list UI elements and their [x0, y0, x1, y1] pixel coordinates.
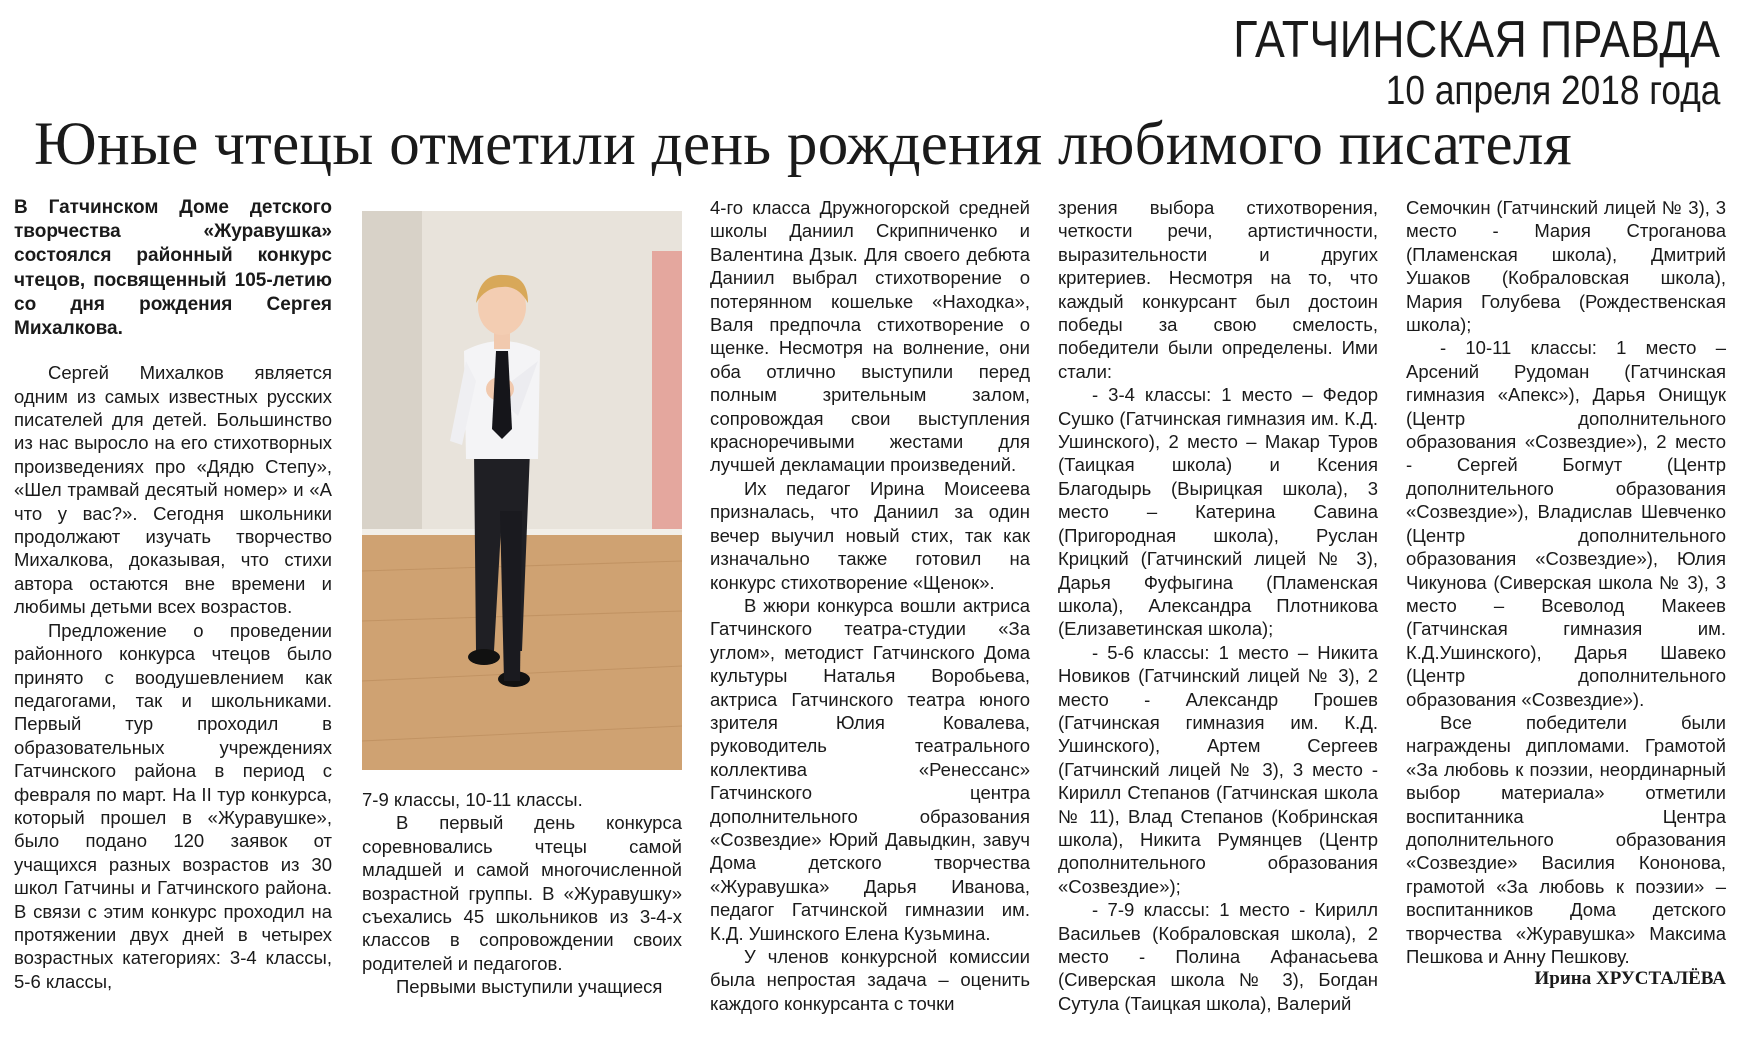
paragraph: В жюри конкурса вошли актриса Гатчинского театра-студии «За углом», методист Гатчинского Дома культуры Наталья Воробьева, актриса Гатчинского театра юного зрителя Юлия Ковалева, руководитель театрального коллектива «Ренессанс» Гатчинского центра дополнительного образования «Созвездие» Юрий Давыдкин, завуч Дома детского творчества «Журавушка» Дарья Иванова, педагог Гатчинской гимназии им. К.Д. Ушинского Елена Кузьмина.	[710, 594, 1030, 944]
paragraph: Первыми выступили учащиеся	[396, 976, 663, 998]
paragraph: зрения выбора стихотворения, четкости речи, артистичности, выразительности и других критериев. Несмотря на то, что каждый конкурсант был достоин победы за свою смелость, победители были определены. Ими стали:	[1058, 197, 1378, 382]
paragraph: Сергей Михалков является одним из самых известных русских писателей для детей. Большинство из нас выросло на его стихотворных произведениях про «Дядю Степу», «Шел трамвай десятый номер» и «А что у вас?». Сегодня школьники продолжают изучать творчество Михалкова, доказывая, что стихи автора остаются вне времени и любимы детьми всех возрастов.	[14, 362, 332, 618]
author-signature: Ирина ХРУСТАЛЁВА	[1534, 968, 1726, 989]
paragraph: 4-го класса Дружногорской средней школы Даниил Скрипниченко и Валентина Дзык. Для своего дебюта Даниил выбрал стихотворение о потерянном кошельке «Находка», Валя предпочла стихотворение о щенке. Несмотря на волнение, они оба отлично выступили перед полным зрительным залом, сопровождая свои выступления красноречивыми жестами для лучшей декламации произведений.	[710, 197, 1030, 476]
paragraph: Все победители были награждены дипломами. Грамотой «За любовь к поэзии, неординарный выбор материала» отметили воспитанника Центра дополнительного образования «Созвездие» Василия Кононова, грамотой «За любовь к поэзии» – воспитанников Дома детского творчества «Журавушка» Максима Пешкова и Анну Пешкову.	[1406, 711, 1726, 967]
article-column-4	[1058, 196, 1378, 1015]
paragraph: Семочкин (Гатчинский лицей № 3), 3 место - Мария Строганова (Пламенская школа), Дмитрий Ушаков (Кобраловская школа), Мария Голубева (Рождественская школа);	[1406, 197, 1726, 336]
article-column-2	[362, 788, 682, 999]
article-column-5	[1406, 196, 1726, 968]
article-lead: В Гатчинском Доме детского творчества «Журавушка» состоялся районный конкурс чтецов, посвященный 105-летию со дня рождения Сергея Михалкова.	[14, 197, 332, 340]
winners-list-item: - 5-6 классы: 1 место – Никита Новиков (Гатчинский лицей № 3), 2 место - Александр Грошев (Гатчинская гимназия им. К.Д. Ушинского), Артем Сергеев (Гатчинский лицей № 3), 3 место - Кирилл Степанов (Гатчинская школа № 11), Влад Степанов (Кобринская школа), Никита Румянцев (Центр дополнительного образования «Созвездие»);	[1058, 641, 1378, 897]
article-photo	[362, 211, 682, 770]
masthead	[1232, 11, 1720, 113]
winners-list-item: - 10-11 классы: 1 место – Арсений Рудоман (Гатчинская гимназия «Апекс»), Дарья Онищук (Центр дополнительного образования «Созвездие»), 2 место - Сергей Богмут (Центр дополнительного образования «Созвездие»), Владислав Шевченко (Центр дополнительного образования «Созвездие»), Юлия Чикунова (Сиверская школа № 3), 3 место – Всеволод Макеев (Гатчинская гимназия им. К.Д.Ушинского), Дарья Шавеко (Центр дополнительного образования «Созвездие»).	[1406, 337, 1726, 710]
article-headline: Юные чтецы отметили день рождения любимого писателя	[34, 111, 1572, 178]
newspaper-name: ГАТЧИНСКАЯ ПРАВДА	[1232, 11, 1720, 69]
winners-list-item: - 7-9 классы: 1 место - Кирилл Васильев (Кобраловская школа), 2 место - Полина Афанасьева (Сиверская школа № 3), Богдан Сутула (Таицкая школа), Валерий	[1058, 899, 1378, 1014]
paragraph: В первый день конкурса соревновались чтецы самой младшей и самой многочисленной возрастной группы. В «Журавушку» съехались 45 школьников из 3-4-х классов в сопровождении своих родителей и педагогов.	[362, 812, 682, 974]
issue-date: 10 апреля 2018 года	[1385, 67, 1720, 113]
paragraph: У членов конкурсной комиссии была непростая задача – оценить каждого конкурсанта с точки	[710, 946, 1030, 1014]
article-column-3	[710, 196, 1030, 1015]
winners-list-item: - 3-4 классы: 1 место – Федор Сушко (Гатчинская гимназия им. К.Д. Ушинского), 2 место – Макар Туров (Таицкая школа) и Ксения Благодырь (Вырицкая школа), 3 место – Катерина Савина (Пригородная школа), Руслан Крицкий (Гатчинский лицей № 3), Дарья Фуфыгина (Пламенская школа), Александра Плотникова (Елизаветинская школа);	[1058, 384, 1378, 640]
article-column-1	[14, 196, 332, 993]
paragraph: Их педагог Ирина Моисеева призналась, что Даниил за один вечер выучил новый стих, так как изначально также готовил на конкурс стихотворение «Щенок».	[710, 477, 1030, 593]
paragraph: Предложение о проведении районного конкурса чтецов было принято с воодушевлением как педагогами, так и школьниками. Первый тур проходил в образовательных учреждениях Гатчинского района в период с февраля по март. На II тур конкурса, который прошел в «Журавушке», было подано 120 заявок от учащихся разных возрастов из 30 школ Гатчины и Гатчинского района. В связи с этим конкурс проходил на протяжении двух дней в четырех возрастных категориях: 3-4 классы, 5-6 классы,	[14, 619, 332, 992]
paragraph: 7-9 классы, 10-11 классы.	[362, 789, 583, 810]
